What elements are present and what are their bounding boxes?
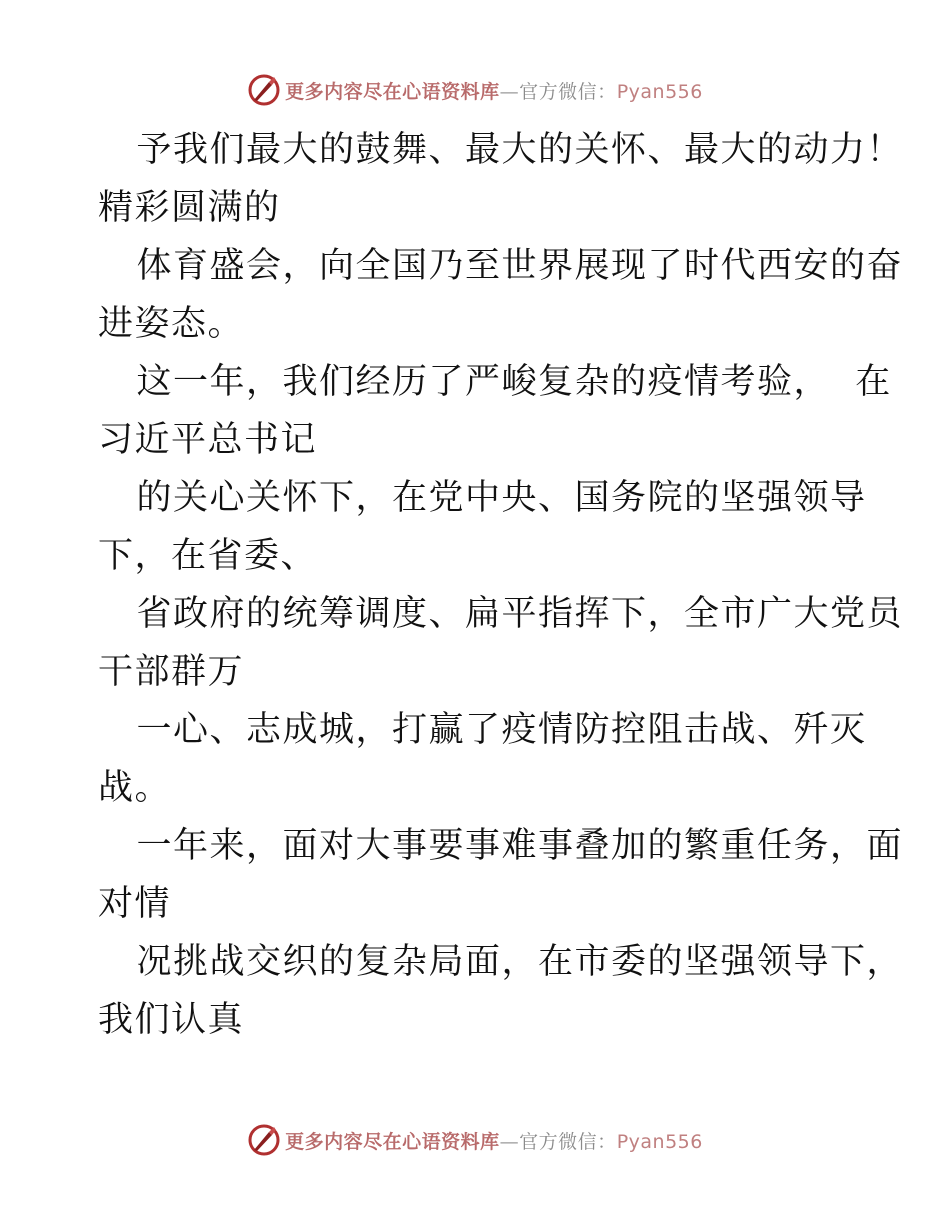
banner-brand: 更多内容尽在心语资料库 [285,80,500,103]
paragraph-line: 下，在省委、 [98,536,318,576]
paragraph-line: 战。 [98,768,172,808]
red-quill-circle-logo-icon [247,1123,281,1157]
banner-text [285,1127,703,1154]
paragraph [98,353,892,469]
paragraph-line: 精彩圆满的 [98,188,281,228]
paragraph-line: 对情 [98,884,172,924]
paragraph [98,121,904,237]
paragraph-line: 这一年，我们经历了严峻复杂的疫情考验， 在 [136,362,892,402]
document-body [98,121,904,1049]
banner-text [285,77,703,104]
paragraph-line: 干部群万 [98,652,245,692]
paragraph [98,469,868,585]
header-banner [0,70,950,110]
paragraph-line: 体育盛会，向全国乃至世界展现了时代西安的奋 [136,246,904,286]
paragraph [98,701,868,817]
paragraph-line: 的关心关怀下，在党中央、国务院的坚强领导 [136,478,867,518]
banner-wechat-id: Pyan556 [616,1130,703,1153]
banner-dash: — [499,1130,520,1153]
paragraph-line: 予我们最大的鼓舞、最大的关怀、最大的动力！ [136,130,904,170]
paragraph [98,237,904,353]
banner-wechat-id: Pyan556 [616,80,703,103]
paragraph-line: 习近平总书记 [98,420,318,460]
footer-banner [0,1120,950,1160]
paragraph [98,585,904,701]
paragraph-line: 一年来，面对大事要事难事叠加的繁重任务，面 [136,826,904,866]
paragraph-line: 况挑战交织的复杂局面，在市委的坚强领导下， [136,942,904,982]
banner-dash: — [499,80,520,103]
paragraph-line: 一心、志成城，打赢了疫情防控阻击战、歼灭 [136,710,867,750]
banner-label: 官方微信： [519,1130,617,1153]
paragraph-line: 省政府的统筹调度、扁平指挥下，全市广大党员 [136,594,904,634]
banner-label: 官方微信： [519,80,617,103]
paragraph-line: 进姿态。 [98,304,245,344]
paragraph [98,817,904,933]
paragraph [98,933,904,1049]
red-quill-circle-logo-icon [247,73,281,107]
banner-brand: 更多内容尽在心语资料库 [285,1130,500,1153]
paragraph-line: 我们认真 [98,1000,245,1040]
